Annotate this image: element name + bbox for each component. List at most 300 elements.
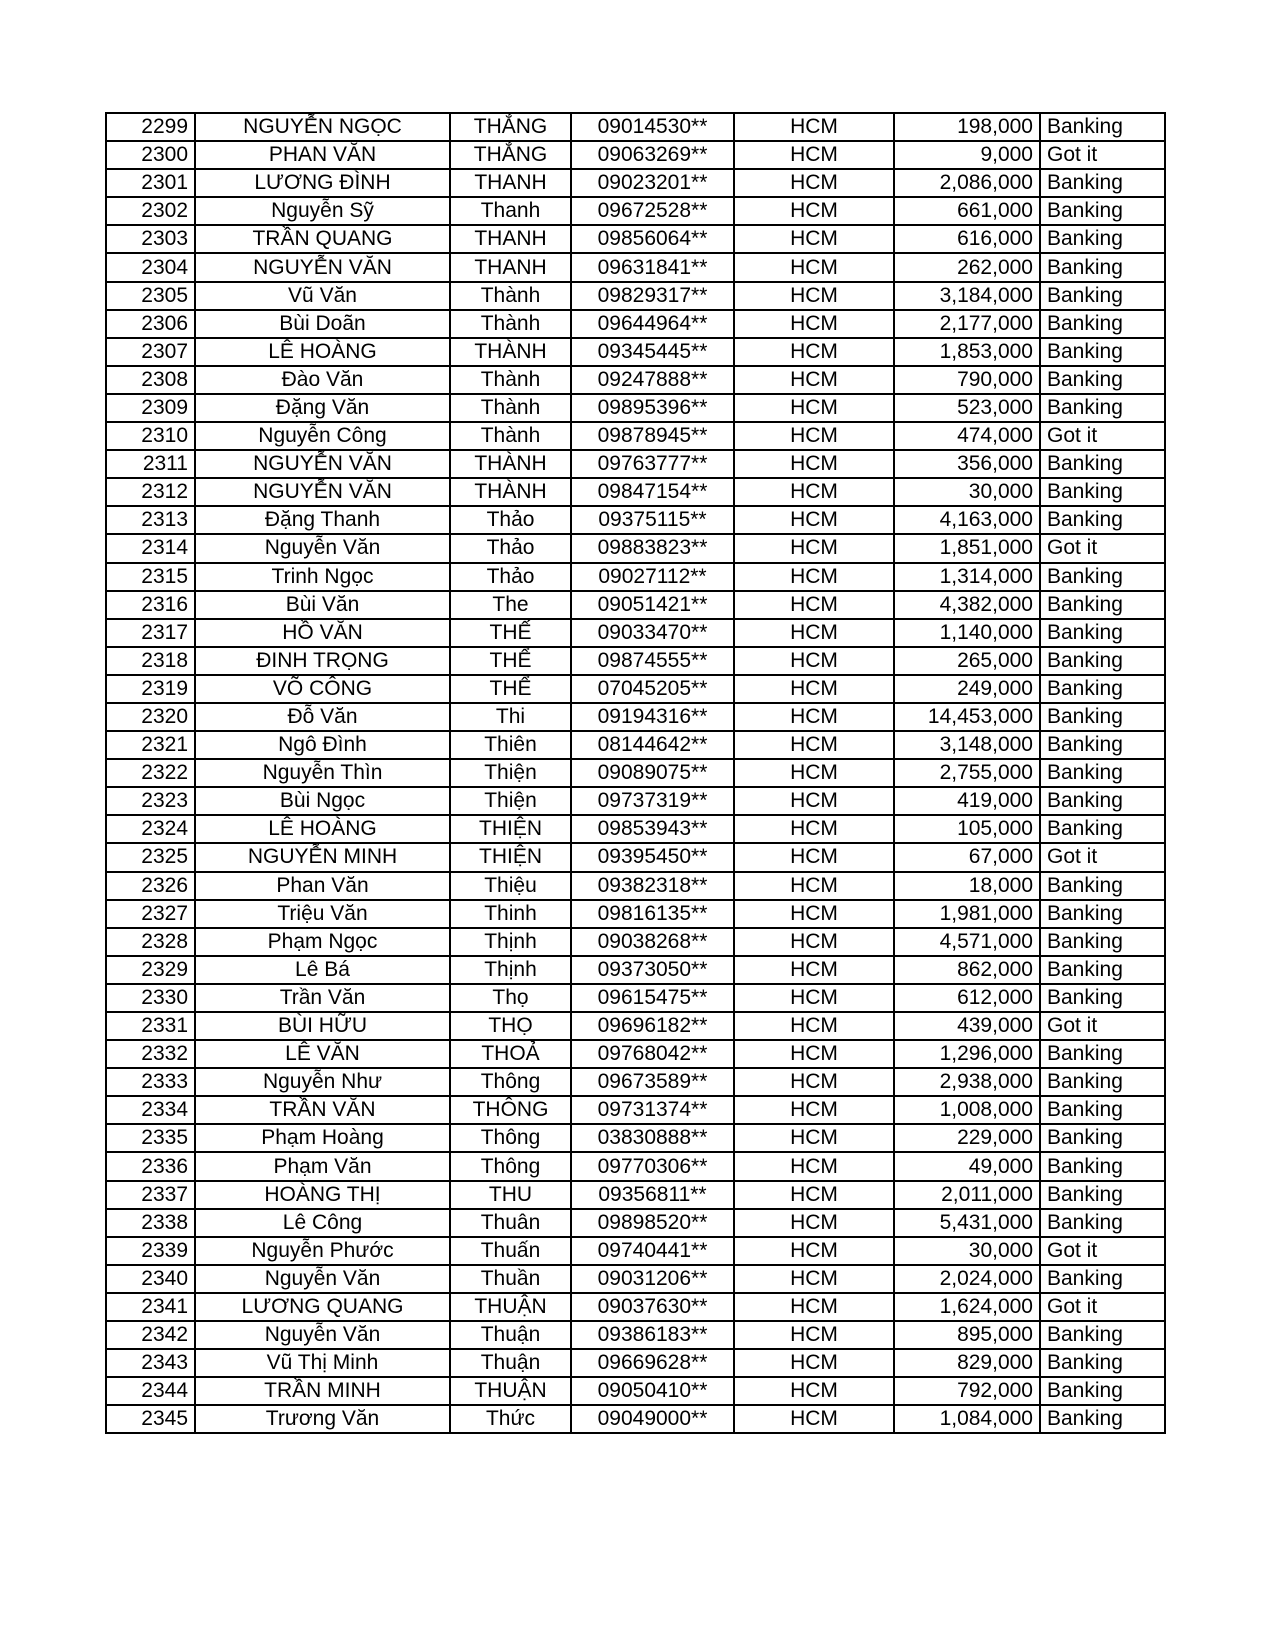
amount-cell: 105,000: [894, 815, 1040, 843]
table-row: [106, 1181, 1165, 1209]
last-name-cell: Trần Văn: [195, 984, 450, 1012]
last-name-cell: Đặng Văn: [195, 394, 450, 422]
last-name-cell: VÕ CÔNG: [195, 675, 450, 703]
city-cell: HCM: [734, 338, 894, 366]
first-name-cell: Thức: [450, 1405, 571, 1433]
amount-cell: 2,011,000: [894, 1181, 1040, 1209]
payment-method-cell: Banking: [1040, 1152, 1165, 1180]
phone-number-cell: 09063269**: [571, 141, 734, 169]
first-name-cell: Thiện: [450, 787, 571, 815]
first-name-cell: Thinh: [450, 900, 571, 928]
last-name-cell: Phạm Hoàng: [195, 1124, 450, 1152]
phone-number-cell: 08144642**: [571, 731, 734, 759]
payment-method-cell: Banking: [1040, 872, 1165, 900]
phone-number-cell: 09853943**: [571, 815, 734, 843]
amount-cell: 14,453,000: [894, 703, 1040, 731]
row-number-cell: 2345: [106, 1405, 195, 1433]
payment-method-cell: Banking: [1040, 647, 1165, 675]
city-cell: HCM: [734, 787, 894, 815]
phone-number-cell: 09672528**: [571, 197, 734, 225]
last-name-cell: HOÀNG THỊ: [195, 1181, 450, 1209]
last-name-cell: Bùi Doãn: [195, 310, 450, 338]
amount-cell: 1,084,000: [894, 1405, 1040, 1433]
table-row: [106, 1124, 1165, 1152]
last-name-cell: PHAN VĂN: [195, 141, 450, 169]
payment-method-cell: Banking: [1040, 113, 1165, 141]
row-number-cell: 2328: [106, 928, 195, 956]
table-row: [106, 759, 1165, 787]
payment-method-cell: Banking: [1040, 450, 1165, 478]
amount-cell: 5,431,000: [894, 1209, 1040, 1237]
amount-cell: 3,148,000: [894, 731, 1040, 759]
payment-method-cell: Got it: [1040, 843, 1165, 871]
amount-cell: 1,314,000: [894, 563, 1040, 591]
row-number-cell: 2311: [106, 450, 195, 478]
last-name-cell: Trinh Ngọc: [195, 563, 450, 591]
phone-number-cell: 09027112**: [571, 563, 734, 591]
amount-cell: 1,140,000: [894, 619, 1040, 647]
table-row: [106, 787, 1165, 815]
payment-method-cell: Banking: [1040, 759, 1165, 787]
payment-method-cell: Banking: [1040, 1124, 1165, 1152]
last-name-cell: Vũ Thị Minh: [195, 1349, 450, 1377]
city-cell: HCM: [734, 225, 894, 253]
phone-number-cell: 09673589**: [571, 1068, 734, 1096]
city-cell: HCM: [734, 253, 894, 281]
phone-number-cell: 09631841**: [571, 253, 734, 281]
table-row: [106, 366, 1165, 394]
phone-number-cell: 03830888**: [571, 1124, 734, 1152]
phone-number-cell: 09770306**: [571, 1152, 734, 1180]
payment-method-cell: Banking: [1040, 619, 1165, 647]
payment-method-cell: Banking: [1040, 928, 1165, 956]
phone-number-cell: 09014530**: [571, 113, 734, 141]
table-row: [106, 1209, 1165, 1237]
city-cell: HCM: [734, 534, 894, 562]
phone-number-cell: 09395450**: [571, 843, 734, 871]
phone-number-cell: 09373050**: [571, 956, 734, 984]
amount-cell: 1,624,000: [894, 1293, 1040, 1321]
amount-cell: 661,000: [894, 197, 1040, 225]
city-cell: HCM: [734, 1012, 894, 1040]
first-name-cell: Thảo: [450, 563, 571, 591]
first-name-cell: THUẬN: [450, 1293, 571, 1321]
row-number-cell: 2341: [106, 1293, 195, 1321]
phone-number-cell: 09898520**: [571, 1209, 734, 1237]
first-name-cell: Thành: [450, 366, 571, 394]
first-name-cell: Thiên: [450, 731, 571, 759]
payment-method-cell: Banking: [1040, 591, 1165, 619]
row-number-cell: 2331: [106, 1012, 195, 1040]
amount-cell: 895,000: [894, 1321, 1040, 1349]
first-name-cell: THẮNG: [450, 141, 571, 169]
payment-method-cell: Banking: [1040, 310, 1165, 338]
city-cell: HCM: [734, 1265, 894, 1293]
payment-method-cell: Got it: [1040, 141, 1165, 169]
row-number-cell: 2320: [106, 703, 195, 731]
city-cell: HCM: [734, 1209, 894, 1237]
payment-method-cell: Banking: [1040, 169, 1165, 197]
table-row: [106, 1293, 1165, 1321]
table-row: [106, 900, 1165, 928]
row-number-cell: 2306: [106, 310, 195, 338]
amount-cell: 18,000: [894, 872, 1040, 900]
last-name-cell: NGUYỄN NGỌC: [195, 113, 450, 141]
amount-cell: 2,024,000: [894, 1265, 1040, 1293]
city-cell: HCM: [734, 815, 894, 843]
row-number-cell: 2339: [106, 1237, 195, 1265]
amount-cell: 49,000: [894, 1152, 1040, 1180]
phone-number-cell: 09763777**: [571, 450, 734, 478]
amount-cell: 792,000: [894, 1377, 1040, 1405]
amount-cell: 262,000: [894, 253, 1040, 281]
payment-method-cell: Banking: [1040, 394, 1165, 422]
last-name-cell: LÊ VĂN: [195, 1040, 450, 1068]
city-cell: HCM: [734, 1321, 894, 1349]
city-cell: HCM: [734, 450, 894, 478]
city-cell: HCM: [734, 197, 894, 225]
city-cell: HCM: [734, 169, 894, 197]
table-row: [106, 703, 1165, 731]
phone-number-cell: 09696182**: [571, 1012, 734, 1040]
row-number-cell: 2302: [106, 197, 195, 225]
city-cell: HCM: [734, 366, 894, 394]
city-cell: HCM: [734, 1349, 894, 1377]
table-row: [106, 872, 1165, 900]
amount-cell: 265,000: [894, 647, 1040, 675]
city-cell: HCM: [734, 872, 894, 900]
first-name-cell: Thông: [450, 1068, 571, 1096]
row-number-cell: 2327: [106, 900, 195, 928]
row-number-cell: 2329: [106, 956, 195, 984]
first-name-cell: THỂ: [450, 647, 571, 675]
last-name-cell: Lê Bá: [195, 956, 450, 984]
city-cell: HCM: [734, 703, 894, 731]
last-name-cell: HỒ VĂN: [195, 619, 450, 647]
amount-cell: 612,000: [894, 984, 1040, 1012]
last-name-cell: LÊ HOÀNG: [195, 338, 450, 366]
last-name-cell: Nguyễn Văn: [195, 534, 450, 562]
phone-number-cell: 09883823**: [571, 534, 734, 562]
first-name-cell: Thuận: [450, 1321, 571, 1349]
payment-method-cell: Banking: [1040, 815, 1165, 843]
data-table: [105, 112, 1166, 1434]
first-name-cell: THẮNG: [450, 113, 571, 141]
city-cell: HCM: [734, 1405, 894, 1433]
table-row: [106, 282, 1165, 310]
last-name-cell: LƯƠNG QUANG: [195, 1293, 450, 1321]
phone-number-cell: 09856064**: [571, 225, 734, 253]
payment-method-cell: Banking: [1040, 956, 1165, 984]
first-name-cell: Thiện: [450, 759, 571, 787]
last-name-cell: Nguyễn Văn: [195, 1321, 450, 1349]
row-number-cell: 2334: [106, 1096, 195, 1124]
row-number-cell: 2330: [106, 984, 195, 1012]
amount-cell: 419,000: [894, 787, 1040, 815]
phone-number-cell: 09049000**: [571, 1405, 734, 1433]
phone-number-cell: 09356811**: [571, 1181, 734, 1209]
row-number-cell: 2321: [106, 731, 195, 759]
table-row: [106, 478, 1165, 506]
first-name-cell: THU: [450, 1181, 571, 1209]
table-row: [106, 675, 1165, 703]
last-name-cell: Nguyễn Thìn: [195, 759, 450, 787]
row-number-cell: 2319: [106, 675, 195, 703]
city-cell: HCM: [734, 506, 894, 534]
table-row: [106, 450, 1165, 478]
table-row: [106, 731, 1165, 759]
city-cell: HCM: [734, 1293, 894, 1321]
table-row: [106, 928, 1165, 956]
first-name-cell: THIỆN: [450, 843, 571, 871]
row-number-cell: 2317: [106, 619, 195, 647]
amount-cell: 2,177,000: [894, 310, 1040, 338]
phone-number-cell: 09895396**: [571, 394, 734, 422]
amount-cell: 67,000: [894, 843, 1040, 871]
phone-number-cell: 09816135**: [571, 900, 734, 928]
payment-method-cell: Banking: [1040, 731, 1165, 759]
city-cell: HCM: [734, 1040, 894, 1068]
phone-number-cell: 09878945**: [571, 422, 734, 450]
row-number-cell: 2325: [106, 843, 195, 871]
city-cell: HCM: [734, 984, 894, 1012]
first-name-cell: Thảo: [450, 534, 571, 562]
first-name-cell: Thành: [450, 282, 571, 310]
amount-cell: 1,296,000: [894, 1040, 1040, 1068]
city-cell: HCM: [734, 731, 894, 759]
phone-number-cell: 09615475**: [571, 984, 734, 1012]
last-name-cell: TRẦN VĂN: [195, 1096, 450, 1124]
row-number-cell: 2315: [106, 563, 195, 591]
first-name-cell: Thông: [450, 1124, 571, 1152]
city-cell: HCM: [734, 1096, 894, 1124]
phone-number-cell: 09023201**: [571, 169, 734, 197]
last-name-cell: TRẦN QUANG: [195, 225, 450, 253]
table-row: [106, 310, 1165, 338]
table-row: [106, 422, 1165, 450]
payment-method-cell: Banking: [1040, 1068, 1165, 1096]
payment-method-cell: Banking: [1040, 282, 1165, 310]
city-cell: HCM: [734, 619, 894, 647]
payment-method-cell: Banking: [1040, 1405, 1165, 1433]
last-name-cell: Vũ Văn: [195, 282, 450, 310]
last-name-cell: LƯƠNG ĐÌNH: [195, 169, 450, 197]
row-number-cell: 2318: [106, 647, 195, 675]
city-cell: HCM: [734, 1377, 894, 1405]
phone-number-cell: 09051421**: [571, 591, 734, 619]
first-name-cell: THIỆN: [450, 815, 571, 843]
payment-method-cell: Banking: [1040, 225, 1165, 253]
phone-number-cell: 09247888**: [571, 366, 734, 394]
first-name-cell: Thuận: [450, 1349, 571, 1377]
row-number-cell: 2310: [106, 422, 195, 450]
phone-number-cell: 09050410**: [571, 1377, 734, 1405]
last-name-cell: NGUYỄN MINH: [195, 843, 450, 871]
row-number-cell: 2314: [106, 534, 195, 562]
first-name-cell: Thuần: [450, 1265, 571, 1293]
table-row: [106, 506, 1165, 534]
payment-method-cell: Banking: [1040, 787, 1165, 815]
last-name-cell: Ngô Đình: [195, 731, 450, 759]
city-cell: HCM: [734, 1068, 894, 1096]
table-body: [106, 113, 1165, 1433]
payment-method-cell: Banking: [1040, 984, 1165, 1012]
first-name-cell: THANH: [450, 253, 571, 281]
phone-number-cell: 09829317**: [571, 282, 734, 310]
table-row: [106, 1321, 1165, 1349]
row-number-cell: 2323: [106, 787, 195, 815]
row-number-cell: 2333: [106, 1068, 195, 1096]
phone-number-cell: 09037630**: [571, 1293, 734, 1321]
city-cell: HCM: [734, 310, 894, 338]
first-name-cell: THÀNH: [450, 338, 571, 366]
first-name-cell: THỌ: [450, 1012, 571, 1040]
table-row: [106, 984, 1165, 1012]
row-number-cell: 2342: [106, 1321, 195, 1349]
amount-cell: 1,851,000: [894, 534, 1040, 562]
last-name-cell: BÙI HỮU: [195, 1012, 450, 1040]
table-row: [106, 1068, 1165, 1096]
amount-cell: 2,755,000: [894, 759, 1040, 787]
table-row: [106, 113, 1165, 141]
last-name-cell: NGUYỄN VĂN: [195, 253, 450, 281]
table-row: [106, 141, 1165, 169]
first-name-cell: THÀNH: [450, 450, 571, 478]
first-name-cell: Thuân: [450, 1209, 571, 1237]
last-name-cell: Trương Văn: [195, 1405, 450, 1433]
amount-cell: 30,000: [894, 1237, 1040, 1265]
row-number-cell: 2336: [106, 1152, 195, 1180]
amount-cell: 4,163,000: [894, 506, 1040, 534]
table-row: [106, 1012, 1165, 1040]
last-name-cell: LÊ HOÀNG: [195, 815, 450, 843]
first-name-cell: Thành: [450, 394, 571, 422]
city-cell: HCM: [734, 928, 894, 956]
first-name-cell: Thông: [450, 1152, 571, 1180]
first-name-cell: Thi: [450, 703, 571, 731]
table-row: [106, 394, 1165, 422]
table-row: [106, 815, 1165, 843]
table-row: [106, 1237, 1165, 1265]
amount-cell: 229,000: [894, 1124, 1040, 1152]
first-name-cell: Thiệu: [450, 872, 571, 900]
city-cell: HCM: [734, 1181, 894, 1209]
table-row: [106, 1349, 1165, 1377]
payment-method-cell: Banking: [1040, 900, 1165, 928]
row-number-cell: 2301: [106, 169, 195, 197]
first-name-cell: Thịnh: [450, 928, 571, 956]
last-name-cell: Phạm Văn: [195, 1152, 450, 1180]
payment-method-cell: Got it: [1040, 1293, 1165, 1321]
row-number-cell: 2335: [106, 1124, 195, 1152]
payment-method-cell: Got it: [1040, 1012, 1165, 1040]
phone-number-cell: 09033470**: [571, 619, 734, 647]
amount-cell: 523,000: [894, 394, 1040, 422]
last-name-cell: Phan Văn: [195, 872, 450, 900]
last-name-cell: TRẦN MINH: [195, 1377, 450, 1405]
amount-cell: 4,382,000: [894, 591, 1040, 619]
payment-method-cell: Banking: [1040, 253, 1165, 281]
phone-number-cell: 09031206**: [571, 1265, 734, 1293]
amount-cell: 474,000: [894, 422, 1040, 450]
city-cell: HCM: [734, 900, 894, 928]
amount-cell: 198,000: [894, 113, 1040, 141]
first-name-cell: Thành: [450, 422, 571, 450]
last-name-cell: NGUYỄN VĂN: [195, 478, 450, 506]
phone-number-cell: 09669628**: [571, 1349, 734, 1377]
city-cell: HCM: [734, 675, 894, 703]
table-row: [106, 1040, 1165, 1068]
table-row: [106, 1405, 1165, 1433]
row-number-cell: 2303: [106, 225, 195, 253]
amount-cell: 30,000: [894, 478, 1040, 506]
city-cell: HCM: [734, 113, 894, 141]
city-cell: HCM: [734, 478, 894, 506]
last-name-cell: Đặng Thanh: [195, 506, 450, 534]
phone-number-cell: 07045205**: [571, 675, 734, 703]
payment-method-cell: Banking: [1040, 1265, 1165, 1293]
last-name-cell: Đào Văn: [195, 366, 450, 394]
city-cell: HCM: [734, 1124, 894, 1152]
payment-method-cell: Banking: [1040, 563, 1165, 591]
phone-number-cell: 09089075**: [571, 759, 734, 787]
row-number-cell: 2312: [106, 478, 195, 506]
first-name-cell: Thuấn: [450, 1237, 571, 1265]
table-row: [106, 197, 1165, 225]
phone-number-cell: 09386183**: [571, 1321, 734, 1349]
last-name-cell: Nguyễn Phước: [195, 1237, 450, 1265]
row-number-cell: 2304: [106, 253, 195, 281]
city-cell: HCM: [734, 141, 894, 169]
city-cell: HCM: [734, 422, 894, 450]
row-number-cell: 2305: [106, 282, 195, 310]
amount-cell: 1,008,000: [894, 1096, 1040, 1124]
phone-number-cell: 09194316**: [571, 703, 734, 731]
table-row: [106, 253, 1165, 281]
table-row: [106, 534, 1165, 562]
row-number-cell: 2337: [106, 1181, 195, 1209]
phone-number-cell: 09382318**: [571, 872, 734, 900]
amount-cell: 2,938,000: [894, 1068, 1040, 1096]
payment-method-cell: Banking: [1040, 366, 1165, 394]
amount-cell: 4,571,000: [894, 928, 1040, 956]
row-number-cell: 2332: [106, 1040, 195, 1068]
table-row: [106, 1096, 1165, 1124]
amount-cell: 356,000: [894, 450, 1040, 478]
last-name-cell: Bùi Ngọc: [195, 787, 450, 815]
table-row: [106, 1377, 1165, 1405]
city-cell: HCM: [734, 956, 894, 984]
payment-method-cell: Banking: [1040, 675, 1165, 703]
city-cell: HCM: [734, 282, 894, 310]
last-name-cell: ĐINH TRỌNG: [195, 647, 450, 675]
row-number-cell: 2338: [106, 1209, 195, 1237]
amount-cell: 2,086,000: [894, 169, 1040, 197]
first-name-cell: THUẬN: [450, 1377, 571, 1405]
payment-method-cell: Banking: [1040, 1181, 1165, 1209]
payment-method-cell: Got it: [1040, 1237, 1165, 1265]
payment-method-cell: Banking: [1040, 478, 1165, 506]
row-number-cell: 2316: [106, 591, 195, 619]
payment-method-cell: Banking: [1040, 197, 1165, 225]
phone-number-cell: 09740441**: [571, 1237, 734, 1265]
table-row: [106, 591, 1165, 619]
phone-number-cell: 09375115**: [571, 506, 734, 534]
last-name-cell: Nguyễn Sỹ: [195, 197, 450, 225]
first-name-cell: THỂ: [450, 675, 571, 703]
row-number-cell: 2313: [106, 506, 195, 534]
row-number-cell: 2324: [106, 815, 195, 843]
